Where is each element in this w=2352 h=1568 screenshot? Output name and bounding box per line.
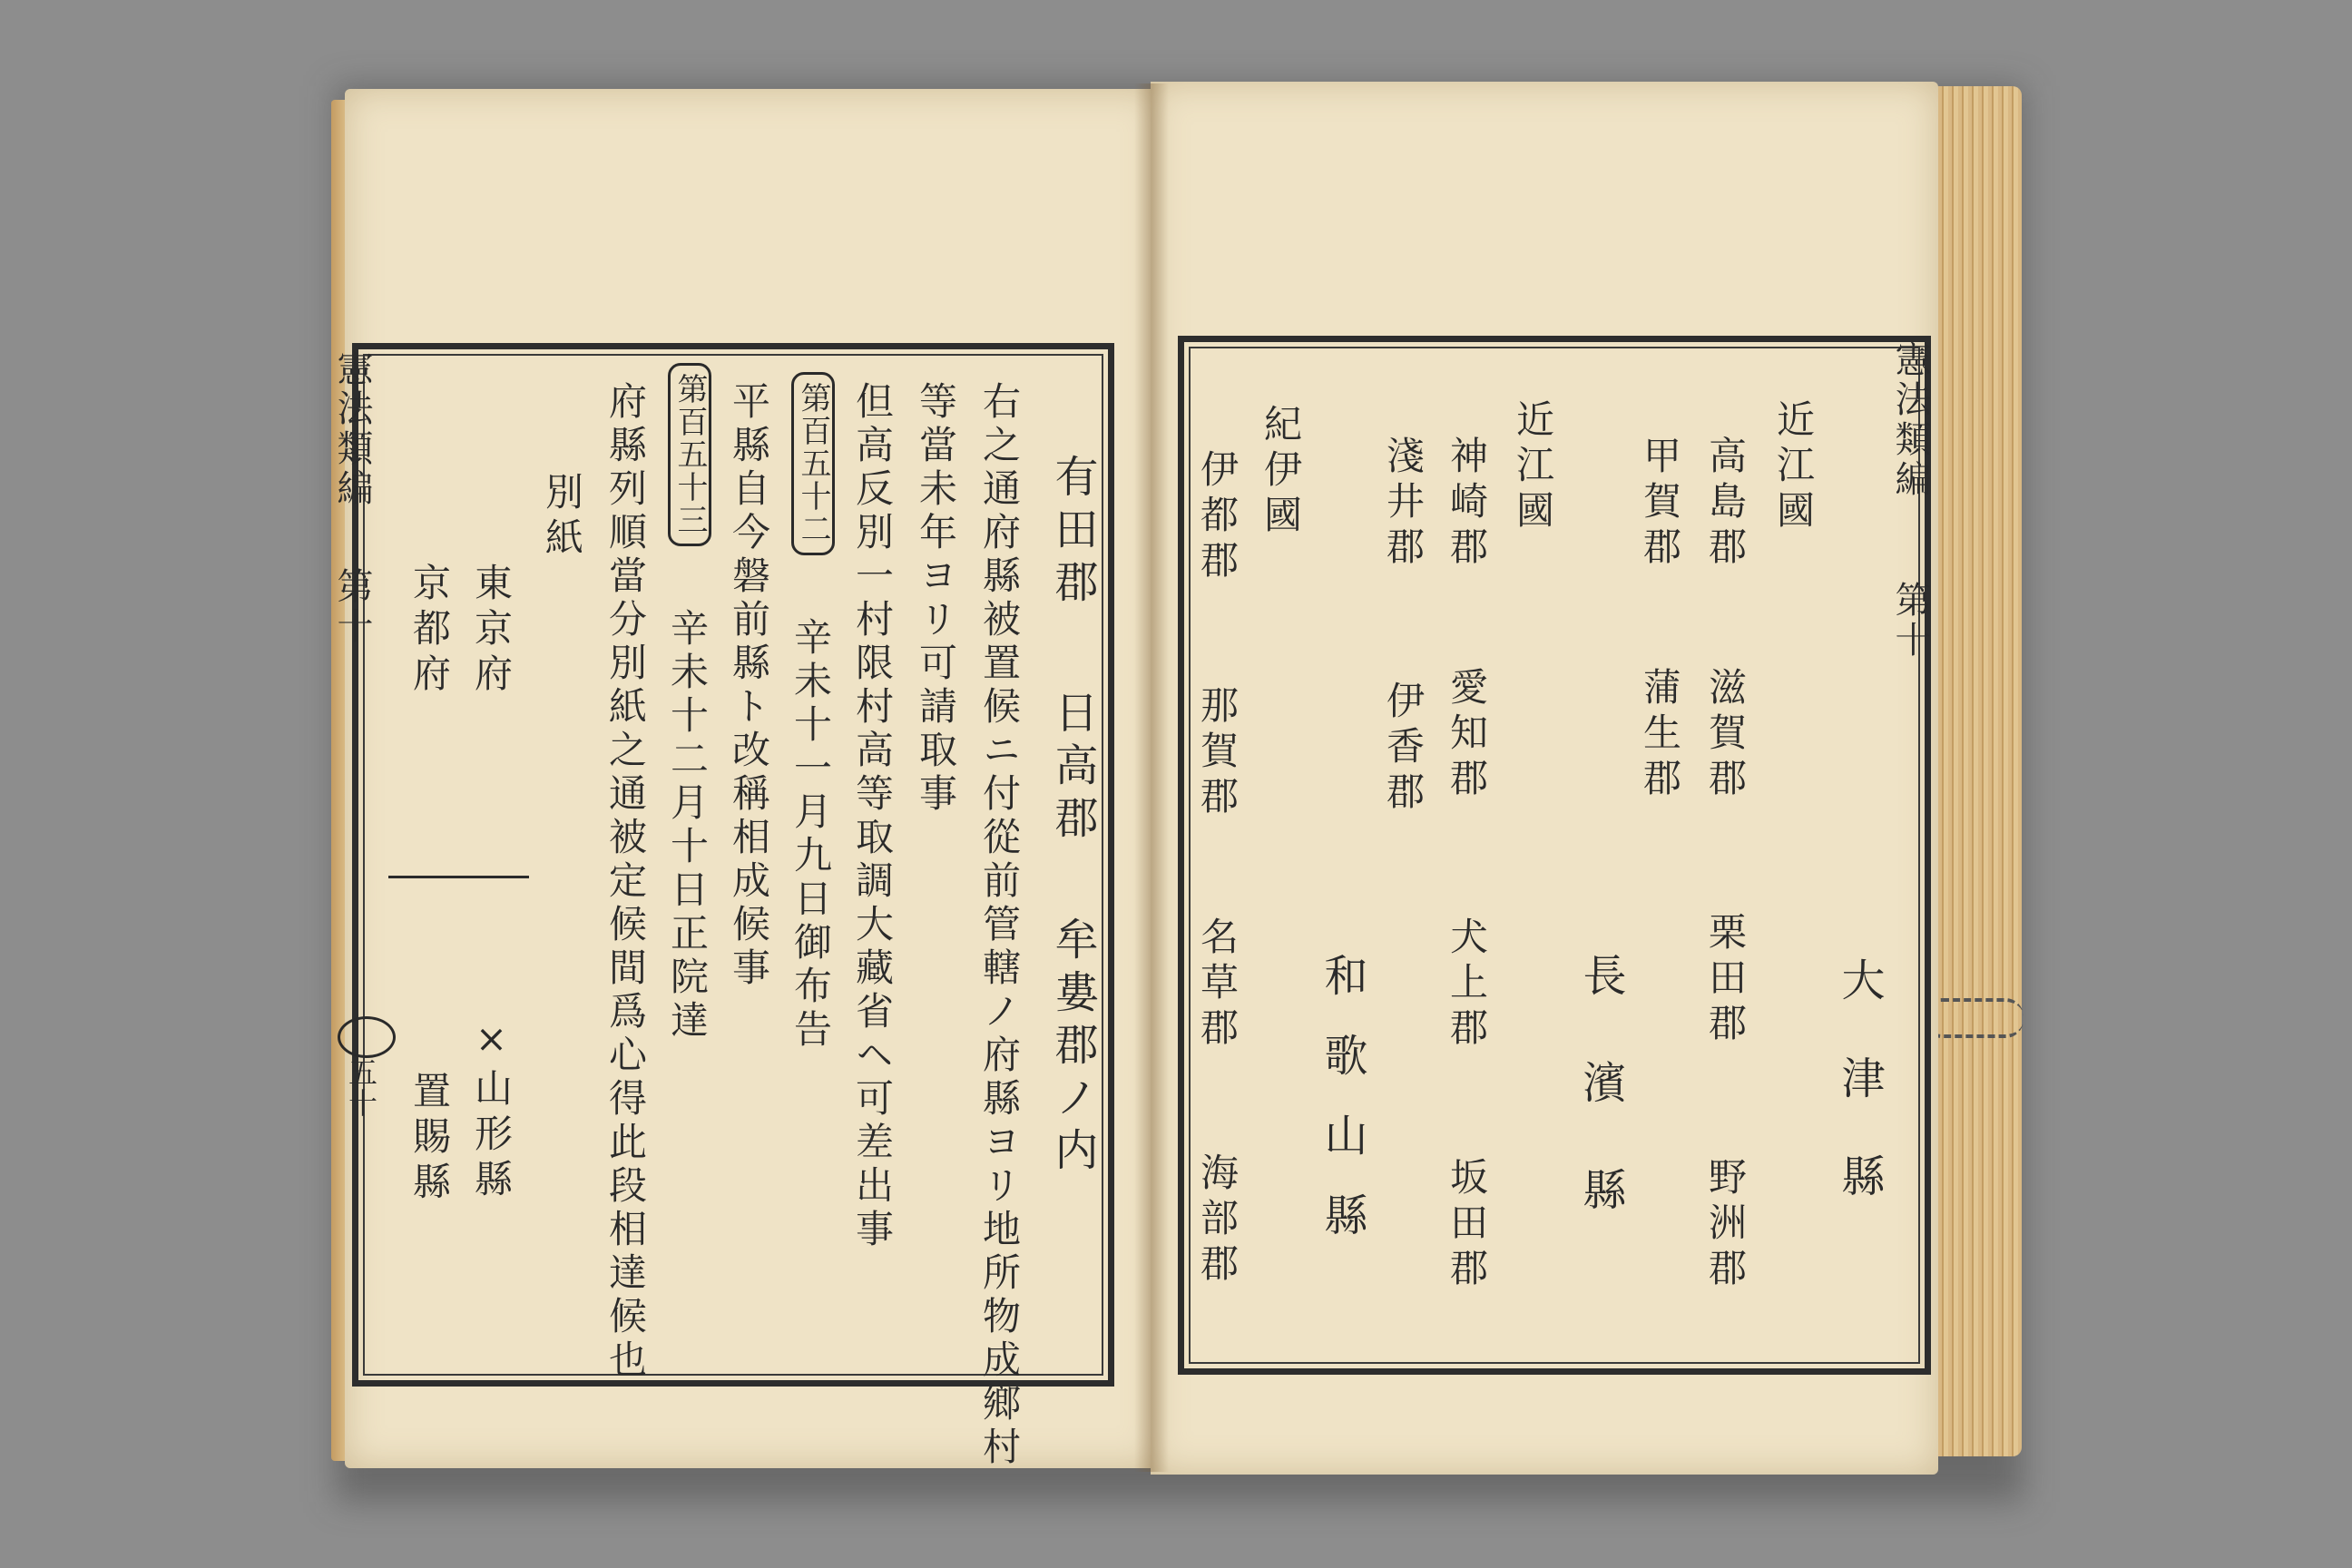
text-column-11: 別紙 xyxy=(540,472,584,563)
district-ama: 海部郡 xyxy=(1195,1152,1240,1289)
list-entry-kyoto: 京都府 xyxy=(407,563,452,699)
province-omi-2: 近江國 xyxy=(1511,399,1555,535)
district-ito: 伊都郡 xyxy=(1195,449,1240,585)
right-running-header: 憲法類編 xyxy=(1889,340,1931,500)
left-page-number: 五十 xyxy=(344,1057,378,1119)
left-section-label: 第十 xyxy=(331,567,373,647)
district-koka: 甲賀郡 xyxy=(1638,436,1682,572)
notice-number-152: 第百五十二 xyxy=(791,372,835,555)
district-naga: 那賀郡 xyxy=(1195,685,1240,821)
page-stack-edge xyxy=(1938,86,2022,1456)
notice-number-153: 第百五十三 xyxy=(668,363,711,546)
district-gamo: 蒲生郡 xyxy=(1638,667,1682,803)
list-entry-tokyo: 東京府 xyxy=(469,563,514,699)
list-entry-okitama: 置賜縣 xyxy=(407,1071,452,1207)
district-shiga: 滋賀郡 xyxy=(1703,667,1748,803)
text-column-10: 府縣列順當分別紙之通被定候間爲心得此段相達候也 xyxy=(603,381,648,1383)
text-column-3: 牟婁郡ノ内 xyxy=(1047,916,1098,1180)
district-ika: 伊香郡 xyxy=(1381,681,1426,817)
left-page-number-mark xyxy=(338,1016,396,1058)
district-kurita: 栗田郡 xyxy=(1703,912,1748,1048)
district-inukami: 犬上郡 xyxy=(1445,916,1489,1053)
text-column-7: 辛未十一月九日御布告 xyxy=(789,617,833,1053)
province-kii: 紀伊國 xyxy=(1259,404,1303,540)
district-kanzaki: 神崎郡 xyxy=(1445,436,1489,572)
fore-edge-marker xyxy=(1924,998,2024,1038)
province-omi-1: 近江國 xyxy=(1771,399,1816,535)
prefecture-wakayama: 和歌山縣 xyxy=(1317,953,1367,1272)
text-column-4: 右之通府縣被置候ニ付從前管轄ノ府縣ヨリ地所物成鄉村 xyxy=(977,381,1022,1470)
text-column-2: 日高郡 xyxy=(1047,690,1098,848)
text-column-9: 辛未十二月十日正院達 xyxy=(665,608,710,1044)
book-gutter xyxy=(1134,83,1169,1472)
text-column-1: 有田郡 xyxy=(1047,454,1098,612)
list-entry-yamagata: ×山形縣 xyxy=(469,1016,514,1204)
prefecture-nagahama: 長濱縣 xyxy=(1575,953,1626,1274)
text-column-6: 但高反別一村限村高等取調大藏省ヘ可差出事 xyxy=(850,381,895,1252)
text-column-8: 平縣自今磐前縣ト改稱相成候事 xyxy=(727,381,771,991)
right-section-label: 第十 xyxy=(1889,581,1931,661)
district-azai: 淺井郡 xyxy=(1381,436,1426,572)
left-running-header: 憲法類編 xyxy=(331,349,373,509)
district-takashima: 高島郡 xyxy=(1703,436,1748,572)
list-divider xyxy=(388,876,529,878)
district-yasu: 野洲郡 xyxy=(1703,1157,1748,1293)
district-nagusa: 名草郡 xyxy=(1195,916,1240,1053)
text-column-5: 等當未年ヨリ可請取事 xyxy=(914,381,958,817)
district-echi: 愛知郡 xyxy=(1445,667,1489,803)
prefecture-otsu: 大津縣 xyxy=(1834,957,1885,1251)
district-sakata: 坂田郡 xyxy=(1445,1157,1489,1293)
